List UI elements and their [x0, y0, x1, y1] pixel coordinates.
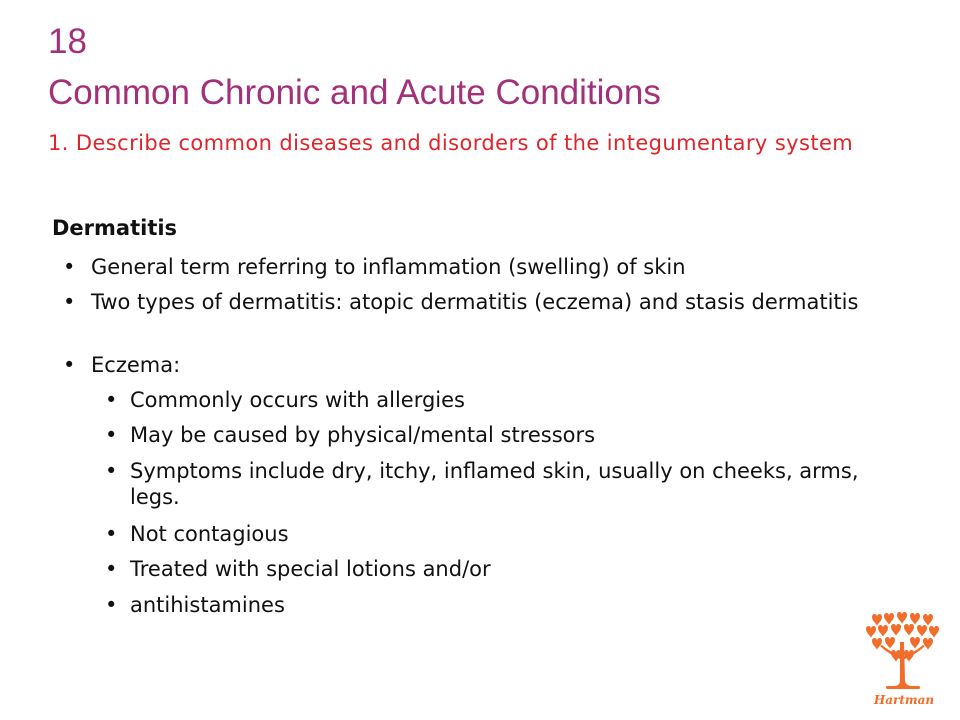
bullet-dot-icon: • — [105, 388, 118, 412]
bullet-item — [63, 289, 941, 315]
bullet-dot-icon: • — [105, 459, 118, 483]
bullet-dot-icon: • — [105, 593, 118, 617]
bullet-text: Eczema: — [91, 353, 181, 377]
sub-bullet-text: Treated with special lotions and/or — [130, 557, 491, 581]
bullet-text: General term referring to inflammation (swelling) of skin — [91, 255, 686, 279]
sub-bullet-item — [105, 556, 940, 582]
bullet-dot-icon: • — [105, 423, 118, 447]
bullet-dot-icon: • — [105, 522, 118, 546]
sub-bullet-item — [105, 592, 940, 618]
chapter-number: 18 — [48, 22, 87, 61]
sub-bullet-text: Not contagious — [130, 522, 289, 546]
sub-bullet-item — [105, 387, 940, 413]
bullet-item — [63, 352, 941, 378]
bullet-dot-icon: • — [105, 557, 118, 581]
learning-objective: 1. Describe common diseases and disorders of the integumentary system — [48, 131, 854, 155]
bullet-dot-icon: • — [63, 255, 76, 279]
logo-text: Hartman — [873, 693, 935, 707]
sub-bullet-text: Commonly occurs with allergies — [130, 388, 465, 412]
bullet-dot-icon: • — [63, 353, 76, 377]
sub-bullet-item — [105, 422, 940, 448]
bullet-dot-icon: • — [63, 290, 76, 314]
chapter-title: Common Chronic and Acute Conditions — [48, 73, 661, 112]
sub-bullet-text: Symptoms include dry, itchy, inflamed skin, usually on cheeks, arms, legs. — [130, 459, 859, 509]
hartman-tree-logo-icon — [864, 612, 944, 710]
bullet-text: Two types of dermatitis: atopic dermatitis (eczema) and stasis dermatitis — [91, 290, 859, 314]
topic-heading: Dermatitis — [52, 216, 178, 240]
sub-bullet-text: May be caused by physical/mental stressors — [130, 423, 596, 447]
sub-bullet-item — [105, 521, 940, 547]
sub-bullet-item — [105, 458, 900, 510]
sub-bullet-text: antihistamines — [130, 593, 285, 617]
bullet-item — [63, 254, 941, 280]
